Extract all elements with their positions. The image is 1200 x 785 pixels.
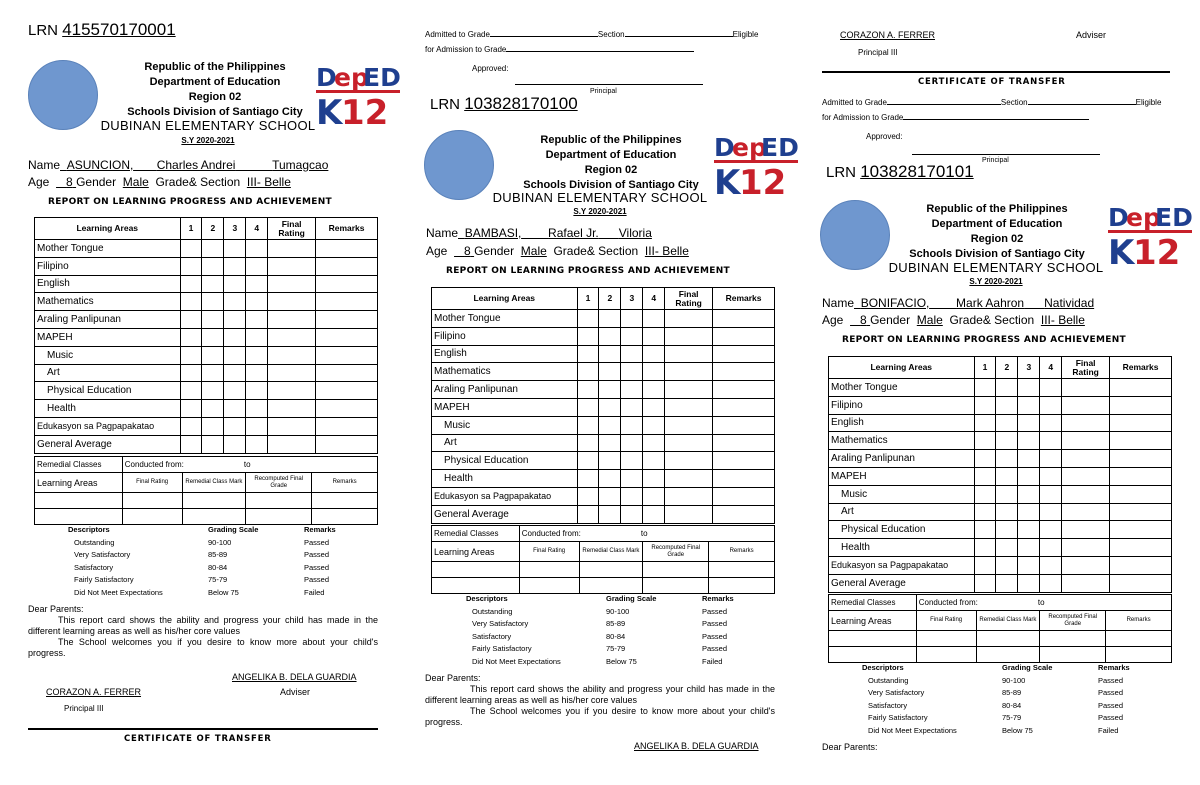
table-row: English [432,345,775,363]
remedial-table: Remedial Classes Conducted from: to Learning Areas Final Rating Remedial Class Mark Recomputed Final Grade Remarks [431,525,775,594]
table-row: Music [432,416,775,434]
table-row: Araling Panlipunan [829,450,1172,468]
dear-parents-letter: Dear Parents: This report card shows the ability and progress your child has made in the different learning areas as well as his/her core values The School welcomes you if you desire to know more about your child's progress. [28,604,378,658]
lrn-label: LRN [28,22,59,39]
table-row: Mathematics [35,293,378,311]
approved-label: Approved: [866,132,903,141]
admission-line: for Admission to Grade [425,43,694,54]
table-row: Edukasyon sa Pagpapakatao [829,556,1172,574]
report-title: REPORT ON LEARNING PROGRESS AND ACHIEVEMENT [48,197,332,207]
table-row: Physical Education [829,521,1172,539]
table-row: General Average [432,505,775,523]
dear-parents-letter-start: Dear Parents: [822,742,878,752]
student-name-line: Name ASUNCION, Charles Andrei Tumagcao [28,158,329,172]
table-row: Filipino [829,396,1172,414]
student-name-line: Name BONIFACIO, Mark Aahron Natividad [822,296,1095,310]
department: Department of Education [149,76,281,88]
table-row: Music [829,485,1172,503]
deped-k12-logo [1108,198,1196,268]
report-title: REPORT ON LEARNING PROGRESS AND ACHIEVEMENT [446,266,730,276]
remedial-table: Remedial Classes Conducted from: to Learning Areas Final Rating Remedial Class Mark Recomputed Final Grade Remarks [828,594,1172,663]
grades-table: Learning Areas 1 2 3 4 Final Rating Remarks Mother Tongue Filipino English Mathematics Araling Panlipunan MAPEH Music Art Physical Education Health Edukasyon sa Pagpapakatao General Average [828,356,1172,593]
table-row: Mathematics [829,432,1172,450]
table-row: Health [829,539,1172,557]
table-row: Art [35,364,378,382]
deped-k12-logo [714,128,802,198]
region: Region 02 [188,91,242,103]
school-name: DUBINAN ELEMENTARY SCHOOL [100,118,316,133]
table-row: Art [432,434,775,452]
certificate-title: CERTIFICATE OF TRANSFER [918,77,1066,87]
table-row: English [829,414,1172,432]
principal-sign-line [515,84,703,85]
table-row: MAPEH [829,467,1172,485]
school-header: Republic of the Philippines Department of Education Region 02 Schools Division of Santiago City [909,203,1085,260]
admitted-line: Admitted to Grade Section Eligible [822,98,1162,107]
table-row: Mathematics [432,363,775,381]
principal-signature: CORAZON A. FERRER [46,687,142,697]
dear-parents-letter: Dear Parents: This report card shows the ability and progress your child has made in the different learning areas as well as his/her core values The School welcomes you if you desire to know more about your child's progress. [425,673,775,727]
table-row: Mother Tongue [432,310,775,328]
school-header: Republic of the Philippines Department of Education Region 02 Schools Division of Santiago City [523,134,699,191]
table-row: Filipino [432,327,775,345]
principal-caption: Principal [590,88,617,95]
table-row: Physical Education [432,452,775,470]
grading-scale: Descriptors Grading Scale Remarks Outstanding 90-100 Passed Very Satisfactory 85-89 Passed Satisfactory 80-84 Passed Fairly Satisfactory 75-79 Passed Did Not Meet Expectations Below 75 Failed [466,594,734,666]
divider [822,71,1170,73]
principal-title: Principal III [64,704,104,713]
lrn-line-3: LRN 103828170101 [826,162,974,181]
student-info-line: Age 8 Gender Male Grade& Section III- Belle [28,175,291,189]
grading-scale: Descriptors Grading Scale Remarks Outstanding 90-100 Passed Very Satisfactory 85-89 Passed Satisfactory 80-84 Passed Fairly Satisfactory 75-79 Passed Did Not Meet Expectations Below 75 Failed [862,663,1130,735]
approved-label: Approved: [472,64,509,73]
table-row: Music [35,346,378,364]
divider [28,728,378,730]
school-header [100,60,330,120]
admission-line: for Admission to Grade [822,111,1089,122]
lrn-line-2: LRN 103828170100 [430,94,578,113]
grades-table: Learning Areas 1 2 3 4 Final Rating Remarks Mother Tongue Filipino English Mathematics Araling Panlipunan MAPEH Music Art Physical Education Health Edukasyon sa Pagpapakatao General Average [431,287,775,524]
student-info-line: Age 8 Gender Male Grade& Section III- Belle [822,313,1085,327]
table-row: Health [35,400,378,418]
school-year: S.Y 2020-2021 [969,277,1023,286]
table-row: General Average [35,435,378,453]
school-name: DUBINAN ELEMENTARY SCHOOL [492,190,708,205]
principal-caption: Principal [982,157,1009,164]
remedial-table: Remedial Classes Conducted from: to Learning Areas Final Rating Remedial Class Mark Recomputed Final Grade Remarks [34,456,378,525]
lrn-line-1 [28,20,176,40]
grading-scale: Descriptors Grading Scale Remarks Outstanding 90-100 Passed Very Satisfactory 85-89 Passed Satisfactory 80-84 Passed Fairly Satisfactory 75-79 Passed Did Not Meet Expectations Below 75 Failed [68,525,336,597]
table-row: Filipino [35,257,378,275]
table-row: Mother Tongue [35,240,378,258]
table-row: Araling Panlipunan [35,311,378,329]
admitted-line: Admitted to Grade Section Eligible [425,30,759,39]
table-row: Art [829,503,1172,521]
school-name: DUBINAN ELEMENTARY SCHOOL [888,260,1104,275]
school-year: S.Y 2020-2021 [181,136,235,145]
table-row: MAPEH [35,328,378,346]
table-row: Edukasyon sa Pagpapakatao [432,487,775,505]
certificate-title: CERTIFICATE OF TRANSFER [124,734,272,744]
grades-table: Learning Areas 1 2 3 4 Final Rating Remarks Mother Tongue Filipino English Mathematics Araling Panlipunan MAPEH Music Art Physical Education Health Edukasyon sa Pagpapakatao General Average [34,217,378,454]
table-row: Araling Panlipunan [432,381,775,399]
report-title: REPORT ON LEARNING PROGRESS AND ACHIEVEMENT [842,335,1126,345]
principal-sign-line [912,154,1100,155]
table-row: MAPEH [432,398,775,416]
principal-signature: CORAZON A. FERRER [840,30,936,40]
student-name-line: Name BAMBASI, Rafael Jr. Viloria [426,226,652,240]
adviser-label: Adviser [280,687,311,697]
division: Schools Division of Santiago City [127,106,303,118]
adviser-signature: ANGELIKA B. DELA GUARDIA [232,672,357,682]
table-row: Edukasyon sa Pagpapakatao [35,417,378,435]
republic: Republic of the Philippines [144,61,286,73]
school-year: S.Y 2020-2021 [573,207,627,216]
student-info-line: Age 8 Gender Male Grade& Section III- Belle [426,244,689,258]
table-row: Health [432,470,775,488]
table-row: English [35,275,378,293]
table-row: Mother Tongue [829,379,1172,397]
principal-title: Principal III [858,48,898,57]
adviser-label: Adviser [1076,30,1107,40]
adviser-signature: ANGELIKA B. DELA GUARDIA [634,741,759,751]
lrn-number: 415570170001 [62,20,176,39]
table-row: General Average [829,574,1172,592]
table-row: Physical Education [35,382,378,400]
